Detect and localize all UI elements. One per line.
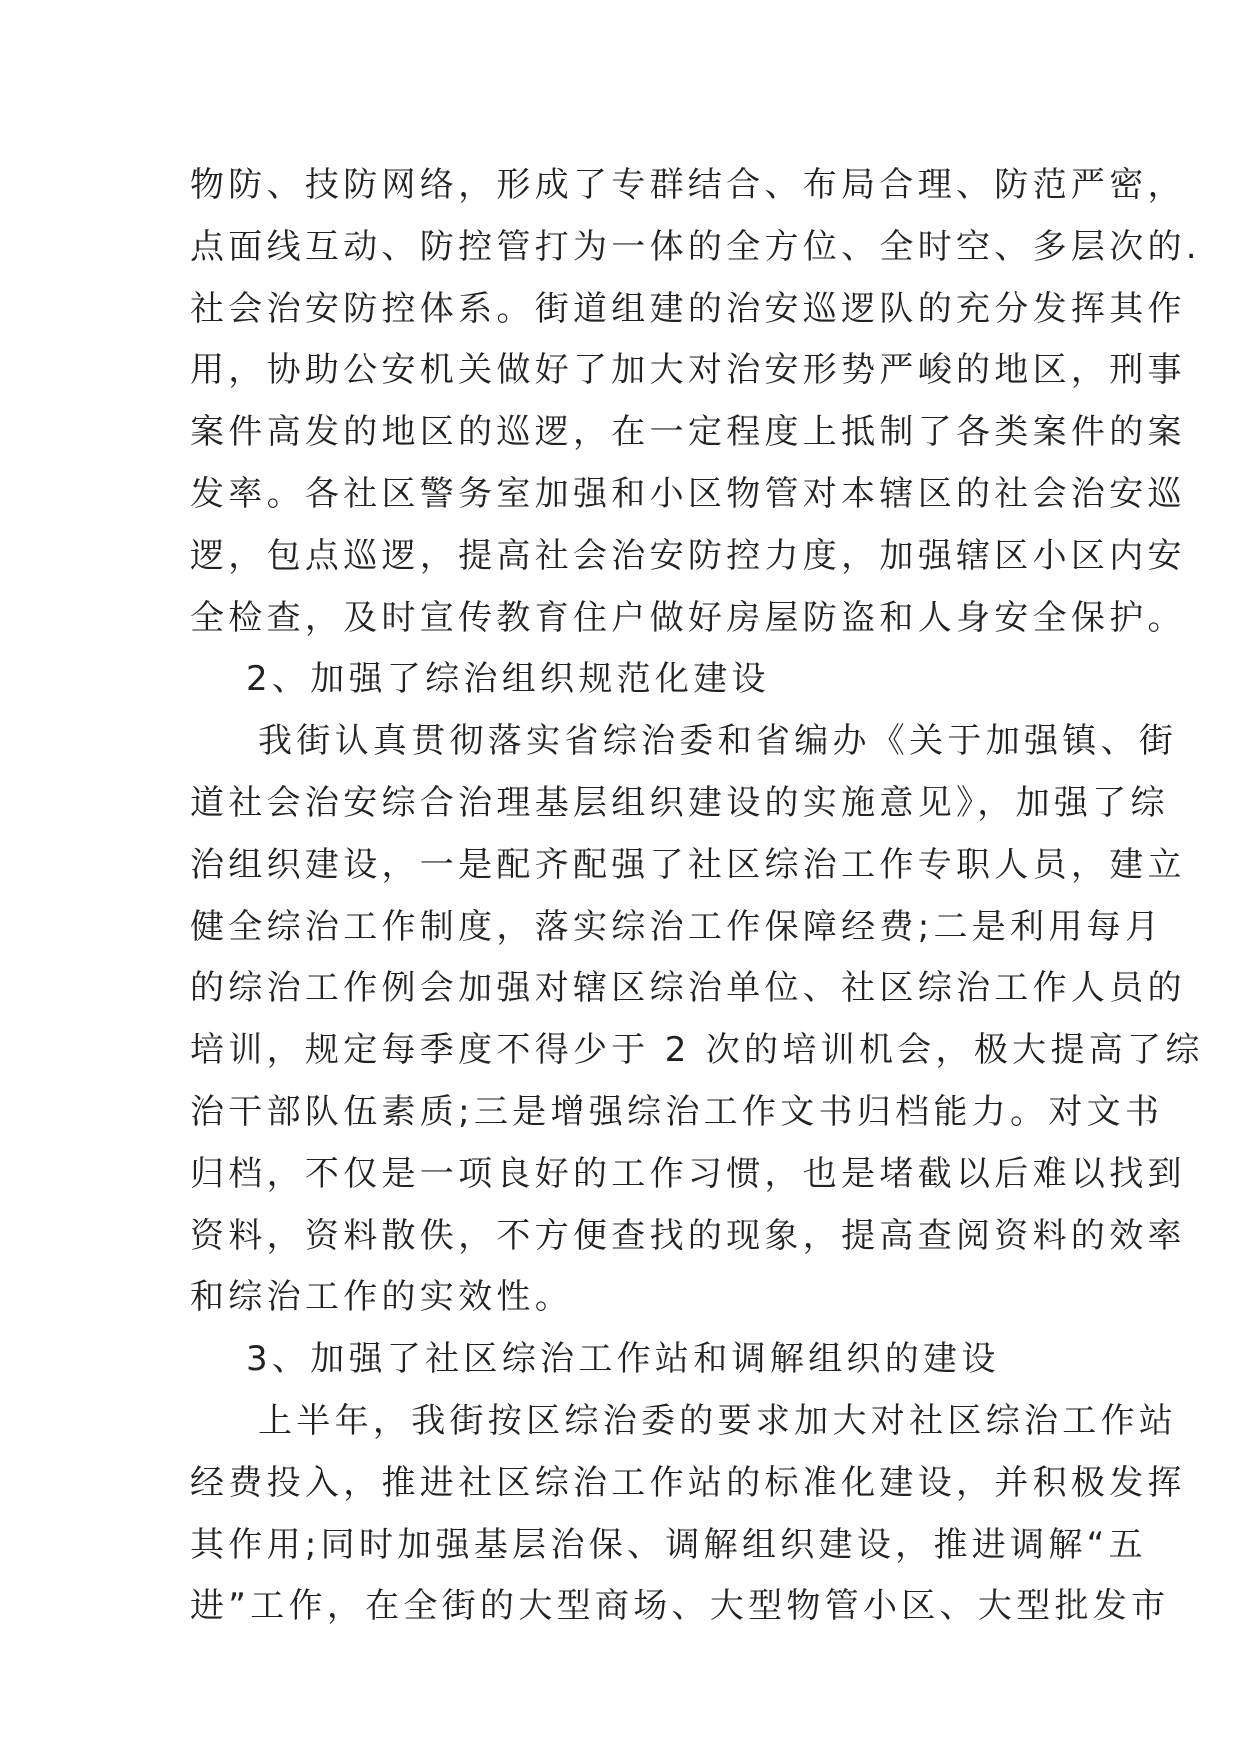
text-line: 进”工作，在全街的大型商场、大型物管小区、大型批发市 — [190, 1586, 1170, 1627]
text-line: 治组织建设，一是配齐配强了社区综治工作专职人员，建立 — [190, 844, 1186, 885]
text-line: 我街认真贯彻落实省综治委和省编办《关于加强镇、街 — [258, 721, 1178, 762]
text-line: 逻，包点巡逻，提高社会治安防控力度，加强辖区小区内安 — [190, 535, 1186, 576]
text-line: 用，协助公安机关做好了加大对治安形势严峻的地区，刑事 — [190, 350, 1186, 391]
text-line: 其作用;同时加强基层治保、调解组织建设，推进调解“五 — [190, 1524, 1147, 1565]
text-line: 全检查，及时宣传教育住户做好房屋防盗和人身安全保护。 — [190, 597, 1186, 638]
text-line: 培训，规定每季度不得少于 2 次的培训机会，极大提高了综 — [190, 1030, 1204, 1071]
text-line: 上半年，我街按区综治委的要求加大对社区综治工作站 — [258, 1400, 1178, 1441]
text-line: 治干部队伍素质;三是增强综治工作文书归档能力。对文书 — [190, 1091, 1164, 1132]
text-line: 案件高发的地区的巡逻，在一定程度上抵制了各类案件的案 — [190, 412, 1186, 453]
section-heading: 3、加强了社区综治工作站和调解组织的建设 — [246, 1339, 1000, 1380]
text-line: 归档，不仅是一项良好的工作习惯，也是堵截以后难以找到 — [190, 1153, 1186, 1194]
text-line: 健全综治工作制度，落实综治工作保障经费;二是利用每月 — [190, 906, 1164, 947]
text-line: 的综治工作例会加强对辖区综治单位、社区综治工作人员的 — [190, 968, 1186, 1009]
text-line: 道社会治安综合治理基层组织建设的实施意见》，加强了综 — [190, 782, 1169, 823]
text-line: 和综治工作的实效性。 — [190, 1277, 573, 1318]
section-heading: 2、加强了综治组织规范化建设 — [246, 659, 770, 700]
text-line: 经费投入，推进社区综治工作站的标准化建设，并积极发挥 — [190, 1462, 1186, 1503]
text-line: 发率。各社区警务室加强和小区物管对本辖区的社会治安巡 — [190, 473, 1186, 514]
text-line: 资料，资料散佚，不方便查找的现象，提高查阅资料的效率 — [190, 1215, 1186, 1256]
text-line: 社会治安防控体系。街道组建的治安巡逻队的充分发挥其作 — [190, 288, 1186, 329]
text-line: 点面线互动、防控管打为一体的全方位、全时空、多层次的. — [190, 226, 1201, 267]
document-body — [190, 155, 1204, 1638]
text-line: 物防、技防网络，形成了专群结合、布局合理、防范严密， — [190, 165, 1186, 205]
